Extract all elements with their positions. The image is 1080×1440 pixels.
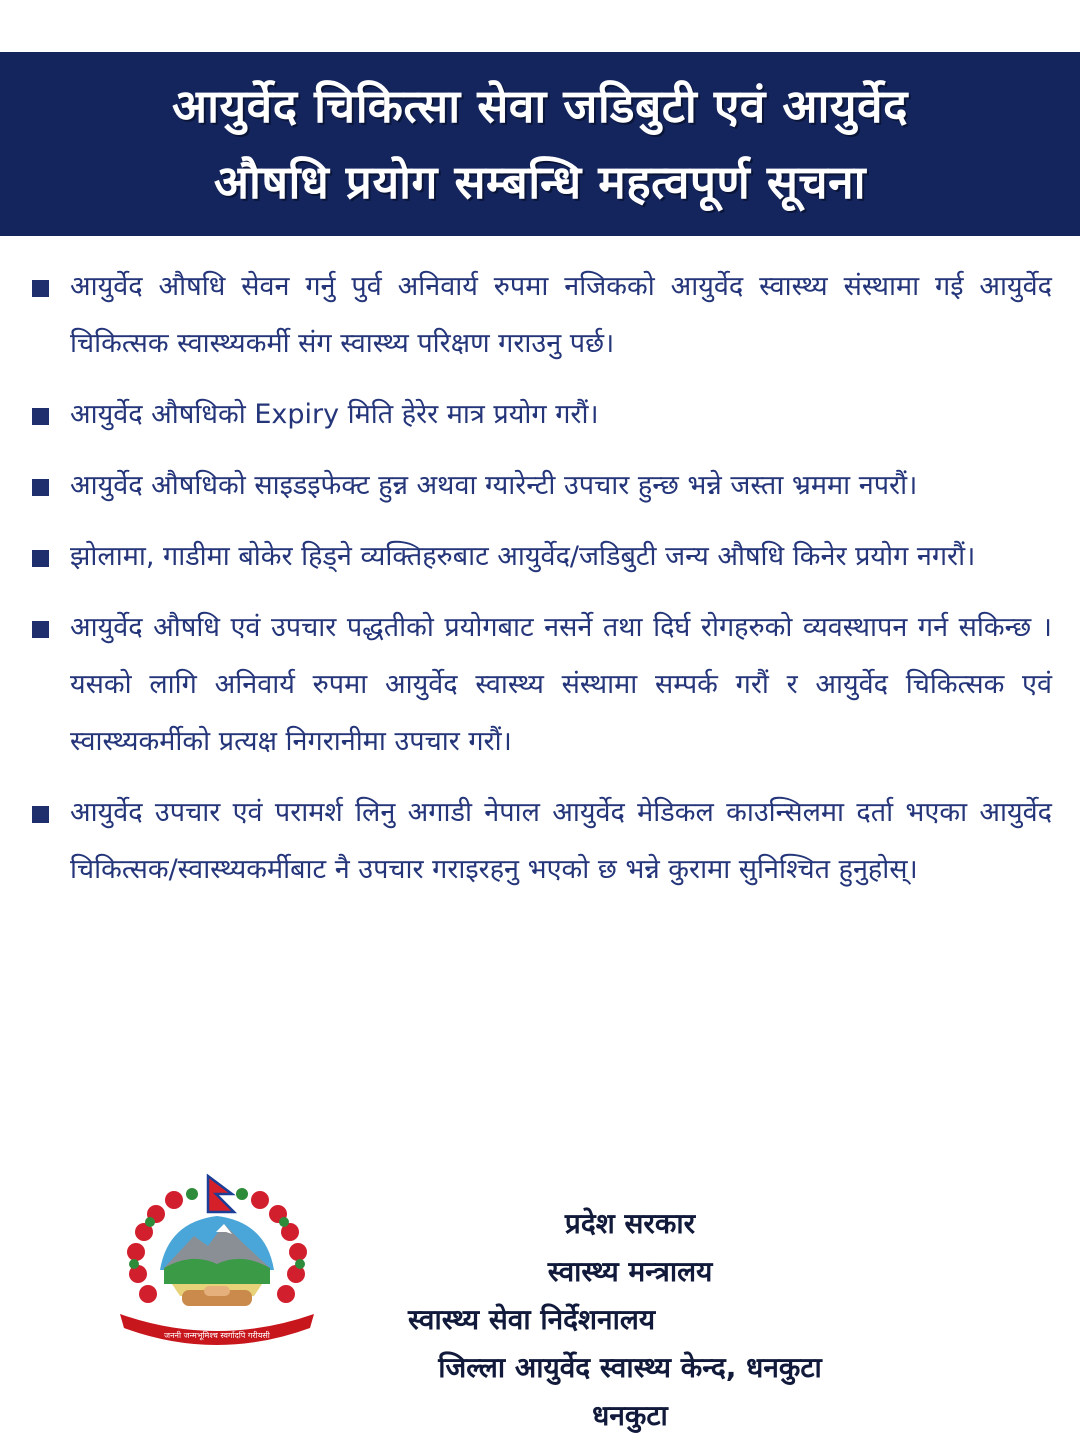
notice-item [30, 784, 1052, 898]
square-bullet-icon [32, 806, 49, 823]
office-ministry: स्वास्थ्य मन्त्रालय [547, 1255, 713, 1288]
notice-item [30, 528, 1052, 585]
header-title-line-2: औषधि प्रयोग सम्बन्धि महत्वपूर्ण सूचना [213, 155, 867, 209]
notice-item [30, 457, 1052, 514]
square-bullet-icon [32, 479, 49, 496]
notice-text: झोलामा, गाडीमा बोकेर हिड्ने व्यक्तिहरुबाट आयुर्वेद/जडिबुटी जन्य औषधि किनेर प्रयोग नगरौं। [70, 541, 976, 572]
square-bullet-icon [32, 621, 49, 638]
mountain-icon [160, 1216, 274, 1296]
nepal-flag-icon [208, 1176, 234, 1212]
office-location: धनकुटा [592, 1399, 668, 1432]
notice-text: आयुर्वेद औषधि सेवन गर्नु पुर्व अनिवार्य रुपमा नजिकको आयुर्वेद स्वास्थ्य संस्थामा गई आयुर्वेद चिकित्सक स्वास्थ्यकर्मी संग स्वास्थ्य परिक्षण गराउनु पर्छ। [70, 271, 1052, 359]
notice-item [30, 599, 1052, 770]
notice-text: आयुर्वेद औषधिको साइडइफेक्ट हुन्न अथवा ग्यारेन्टी उपचार हुन्छ भन्ने जस्ता भ्रममा नपरौं। [70, 470, 918, 501]
motto-ribbon [120, 1314, 314, 1345]
header-title-line-1: आयुर्वेद चिकित्सा सेवा जडिबुटी एवं आयुर्वेद [171, 79, 909, 133]
office-directorate: स्वास्थ्य सेवा निर्देशनालय [408, 1303, 656, 1336]
office-province-government: प्रदेश सरकार [564, 1207, 696, 1240]
square-bullet-icon [32, 280, 49, 297]
notice-text: आयुर्वेद औषधिको Expiry मिति हेरेर मात्र प्रयोग गरौं। [70, 399, 599, 430]
square-bullet-icon [32, 408, 49, 425]
notice-text: आयुर्वेद औषधि एवं उपचार पद्धतीको प्रयोगबाट नसर्ने तथा दिर्घ रोगहरुको व्यवस्थापन गर्न सकिन्छ । यसको लागि अनिवार्य रुपमा आयुर्वेद स्वास्थ्य संस्थामा सम्पर्क गरौं र आयुर्वेद चिकित्सक एवं स्वास्थ्यकर्मीको प्रत्यक्ष निगरानीमा उपचार गरौं। [70, 612, 1052, 757]
notice-list [30, 258, 1052, 912]
notice-item [30, 258, 1052, 372]
office-district-center: जिल्ला आयुर्वेद स्वास्थ्य केन्द, धनकुटा [438, 1351, 822, 1384]
emblem-motto: जननी जन्मभूमिश्च स्वर्गादपि गरीयसी [164, 1331, 270, 1340]
square-bullet-icon [32, 550, 49, 567]
issuing-office-block [360, 1200, 900, 1440]
notice-item [30, 386, 1052, 443]
nepal-government-emblem [112, 1172, 322, 1352]
notice-text: आयुर्वेद उपचार एवं परामर्श लिनु अगाडी नेपाल आयुर्वेद मेडिकल काउन्सिलमा दर्ता भएका आयुर्वेद चिकित्सक/स्वास्थ्यकर्मीबाट नै उपचार गराइरहनु भएको छ भन्ने कुरामा सुनिश्चित हुनुहोस्। [70, 797, 1052, 885]
notice-header [0, 52, 1080, 236]
